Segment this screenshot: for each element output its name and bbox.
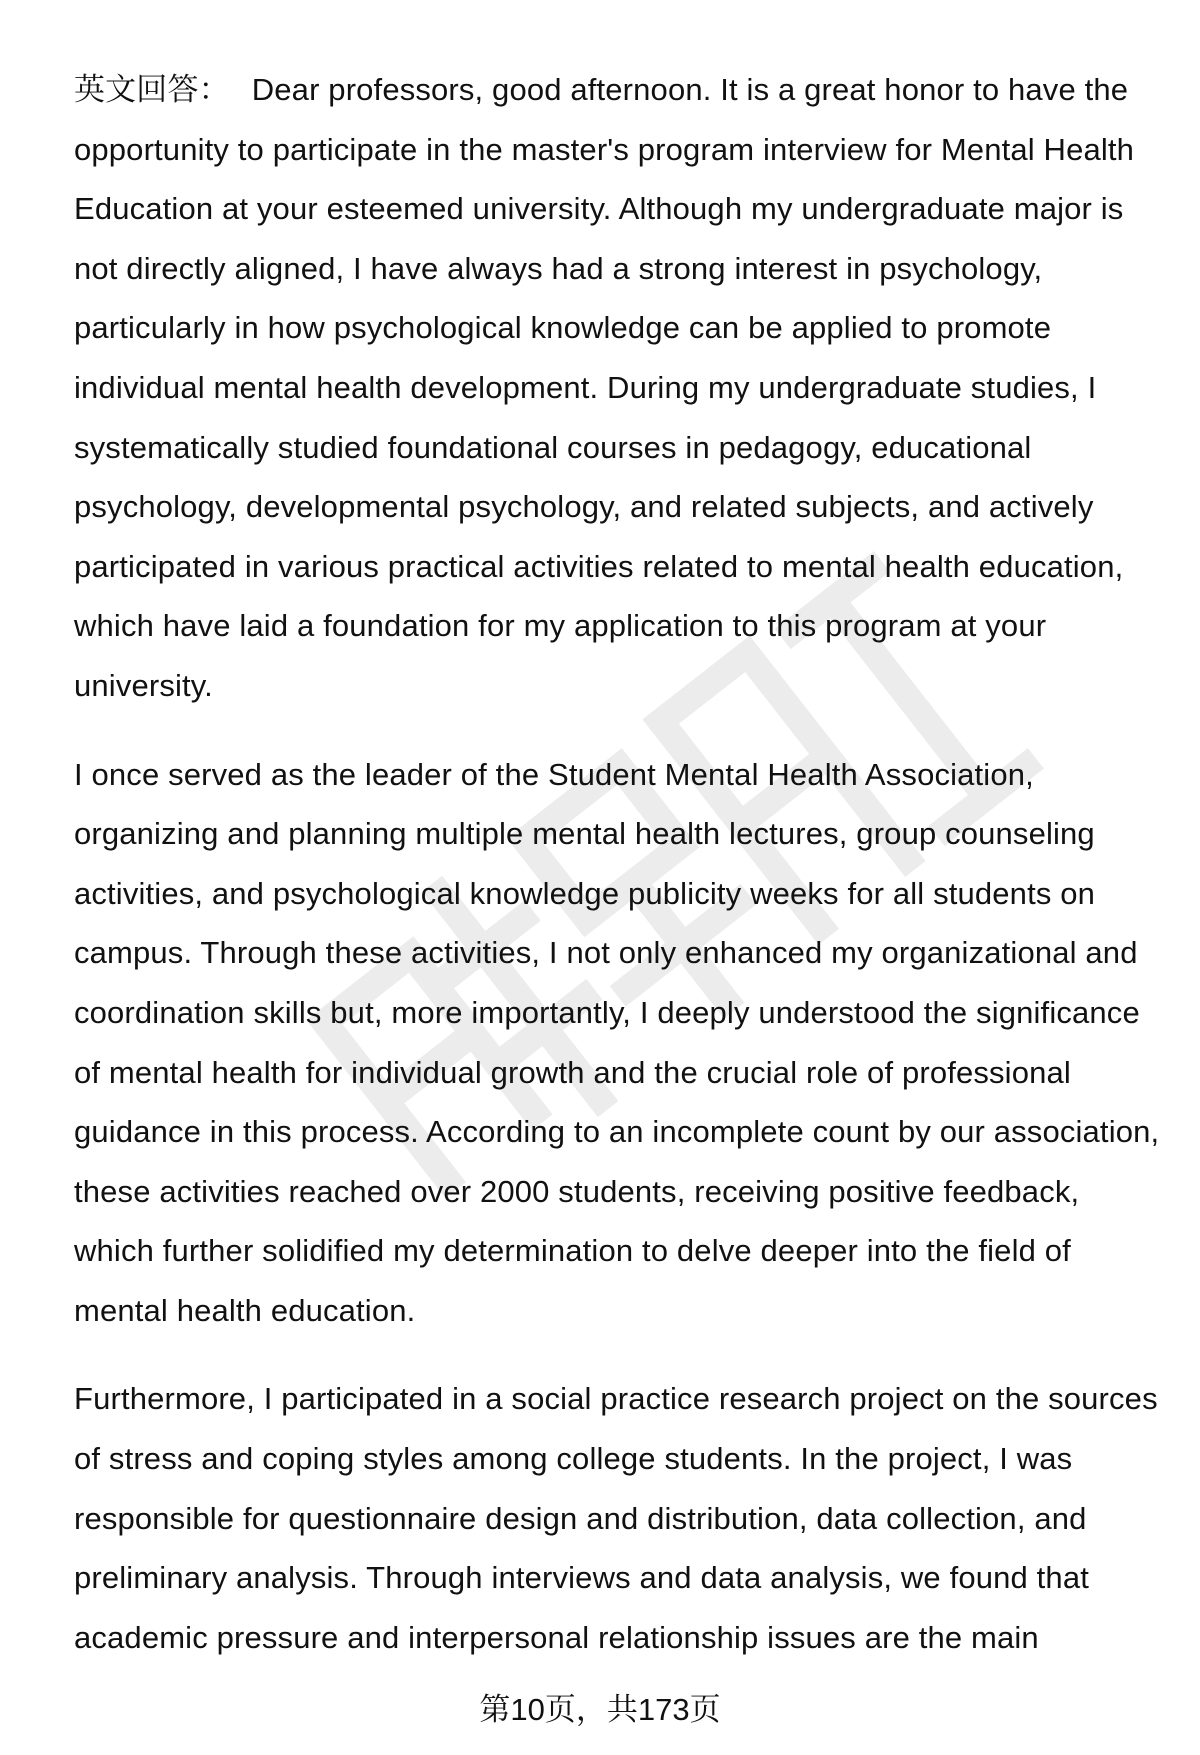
document-body: [74, 60, 1160, 1696]
paragraph-1-text: Dear professors, good afternoon. It is a great honor to have the opportunity to participate in the master's program interview for Mental Health Education at your esteemed university. Although my undergraduate major is not directly aligned, I have always had a strong interest in psychology, particularly in how psychological knowledge can be applied to promote individual mental health development. During my undergraduate studies, I systematically studied foundational courses in pedagogy, educational psychology, developmental psychology, and related subjects, and actively participated in various practical activities related to mental health education, which have laid a foundation for my application to this program at your university.: [74, 72, 1135, 703]
paragraph-3: Furthermore, I participated in a social practice research project on the sources of stress and coping styles among college students. In the project, I was responsible for questionnaire design and distribution, data collection, and preliminary analysis. Through interviews and data analysis, we found that academic pressure and interpersonal relationship issues are the main: [74, 1381, 1158, 1655]
intro-label: 英文回答：: [74, 72, 230, 107]
paragraph-1: [74, 60, 1160, 716]
page-number: 第10页，共173页: [479, 1692, 721, 1727]
paragraph-2: I once served as the leader of the Student Mental Health Association, organizing and planning multiple mental health lectures, group counseling activities, and psychological knowledge publicity weeks for all students on campus. Through these activities, I not only enhanced my organizational and coordination skills but, more importantly, I deeply understood the significance of mental health for individual growth and the crucial role of professional guidance in this process. According to an incomplete count by our association, these activities reached over 2000 students, receiving positive feedback, which further solidified my determination to delve deeper into the field of mental health education.: [74, 756, 1160, 1328]
